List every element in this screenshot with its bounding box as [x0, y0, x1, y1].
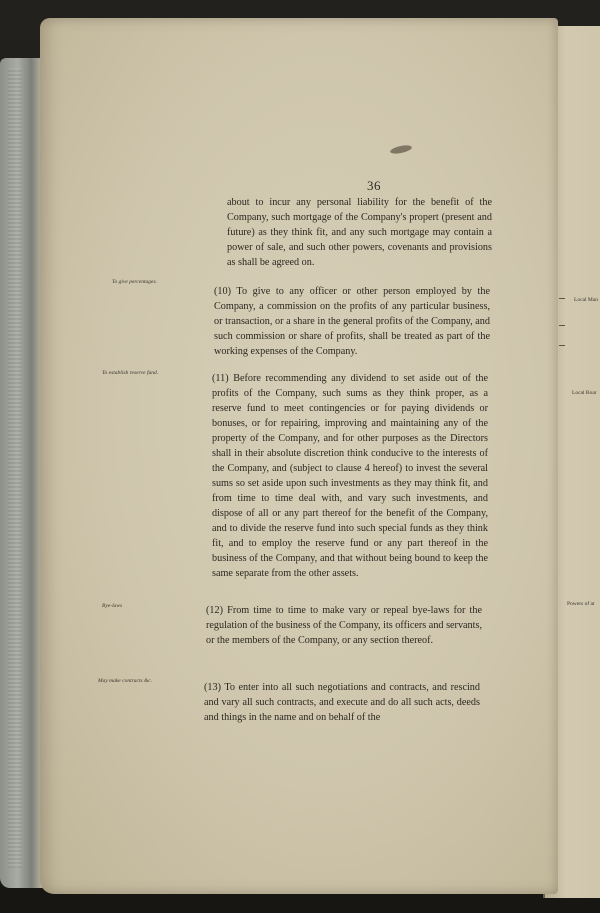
right-page-note-1: Local Man: [574, 297, 598, 303]
paragraph-clause-12: (12) From time to time to make vary or repeal bye-laws for the regulation of the business of the Company, its officers and servants, or the members of the Company, or any section thereof.: [206, 605, 482, 646]
paragraph-clause-11: (11) Before recommending any dividend to set aside out of the profits of the Company, such sums as they think proper, as a reserve fund to meet contingencies or for paying dividends or bonuses, or for repairing, improving and maintaining any of the property of the Company, and for other purposes as the Directors shall in their absolute discretion think conducive to the interests of the Company, and (subject to clause 4 hereof) to invest the several sums so set aside upon such investments as they may think fit, and from time to time deal with, and vary such investments, and dispose of all or any part thereof for the benefit of the Company, and to divide the reserve fund into such special funds as they think fit, and to employ the reserve fund or any part thereof in the business of the Company, and that without being bound to keep the same separate from the other assets.: [212, 373, 488, 579]
margin-note-clause-12: Bye-laws: [102, 603, 123, 609]
margin-note-clause-13: May make contracts &c.: [98, 678, 153, 684]
paragraph-clause-13: (13) To enter into all such negotiations and contracts, and rescind and vary all such contracts, and execute and do all such acts, deeds and things in the name and on behalf of the: [204, 682, 480, 723]
page-number: 36: [367, 178, 381, 193]
margin-note-clause-10: To give percentages.: [112, 279, 157, 285]
paragraph-clause-10: (10) To give to any officer or other person employed by the Company, a commission on the profits of any particular business, or transaction, or a share in the general profits of the Company, and such commission or share of profits, shall be treated as part of the working expenses of the Company.: [214, 286, 490, 357]
margin-dash-mark: [559, 345, 565, 346]
margin-dash-mark: [559, 325, 565, 326]
document-page: [40, 18, 558, 894]
paragraph-intro: about to incur any personal liability for the benefit of the Company, such mortgage of the Company's propert (present and future) as they think fit, and any such mortgage may contain a power of sale, and such other powers, covenants and provisions as shall be agreed on.: [227, 197, 492, 268]
page-stain-mark: [390, 144, 413, 155]
margin-dash-mark: [559, 298, 565, 299]
margin-note-clause-11: To establish reserve fund.: [102, 370, 159, 376]
right-page-note-2: Local Boar: [572, 390, 597, 396]
right-page-note-3: Powers of at: [567, 601, 595, 607]
